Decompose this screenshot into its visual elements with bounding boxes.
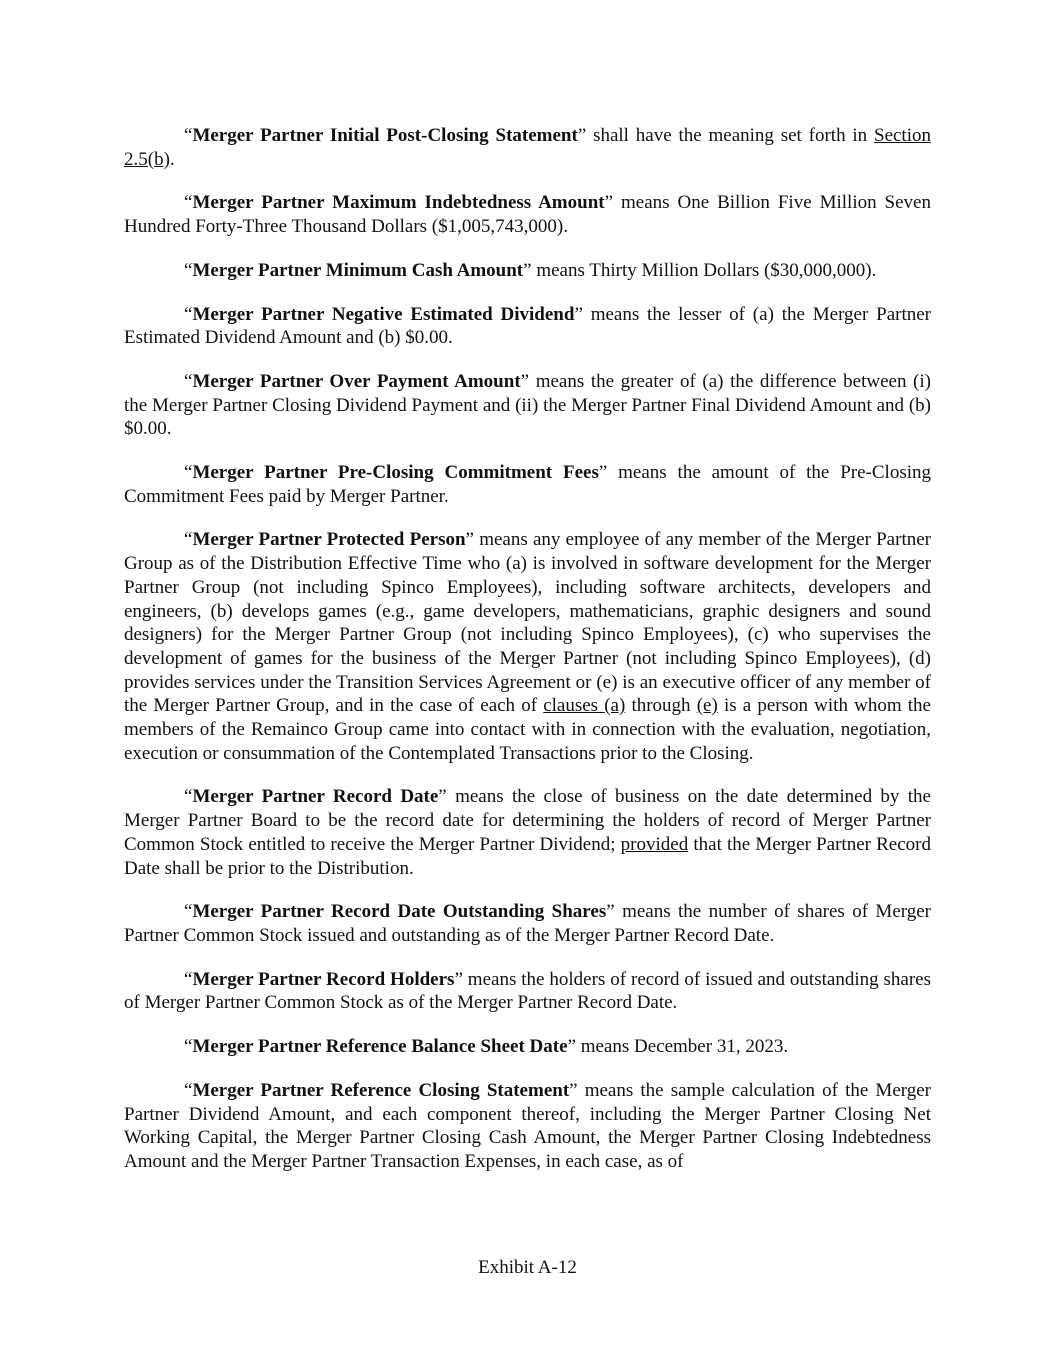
definition-text: means One Billion Five Million Seven Hundred Forty-Three Thousand Dollars ($1,005,743,000). [124, 192, 931, 238]
cross-reference: provided [620, 833, 689, 855]
cross-reference: Section 2.5(b) [124, 125, 931, 170]
close-quote: ” [454, 968, 463, 990]
page-footer: Exhibit A-12 [478, 1257, 577, 1278]
definition-protected-person [124, 528, 931, 765]
definitions-list [124, 124, 931, 1174]
open-quote: “ [184, 370, 193, 392]
defined-term: Merger Partner Over Payment Amount [192, 370, 521, 392]
defined-term: Merger Partner Reference Balance Sheet Date [192, 1036, 568, 1058]
definition-initial-post-closing-statement [124, 124, 931, 171]
defined-term: Merger Partner Minimum Cash Amount [192, 259, 524, 281]
definition-text: means any employee of any member of the Merger Partner Group as of the Distribution Effective Time who (a) is involved in software development for the Merger Partner Group (not including Spinco Employees), including software architects, developers and engineers, (b) develops games (e.g., game developers, mathematicians, graphic designers and sound designers) for the Merger Partner Group (not including Spinco Employees), (c) who supervises the development of games for the business of the Merger Partner (not including Spinco Employees), (d) provides services under the Transition Services Agreement or (e) is an executive officer of any member of the Merger Partner Group, and in the case of each of [124, 529, 931, 717]
definition-text: . [169, 148, 175, 170]
open-quote: “ [184, 901, 193, 923]
definition-text: means the holders of record of issued and outstanding shares of Merger Partner Common Stock as of the Merger Partner Record Date. [124, 968, 931, 1014]
open-quote: “ [184, 1079, 193, 1101]
definition-text: through [625, 695, 697, 717]
definition-text: means the greater of (a) the difference between (i) the Merger Partner Closing Dividend Payment and (ii) the Merger Partner Final Dividend Amount and (b) $0.00. [124, 370, 931, 440]
defined-term: Merger Partner Record Holders [192, 968, 455, 990]
open-quote: “ [184, 968, 193, 990]
defined-term: Merger Partner Record Date Outstanding Shares [192, 901, 607, 923]
defined-term: Merger Partner Protected Person [192, 529, 466, 551]
open-quote: “ [184, 529, 193, 551]
definition-maximum-indebtedness-amount [124, 191, 931, 238]
definition-text: means December 31, 2023. [575, 1036, 789, 1058]
open-quote: “ [184, 192, 193, 214]
definition-text: that the Merger Partner Record Date shall be prior to the Distribution. [124, 833, 931, 879]
defined-term: Merger Partner Reference Closing Statement [192, 1079, 570, 1101]
definition-text: is a person with whom the members of the Remainco Group came into contact with in connection with the evaluation, negotiation, execution or consummation of the Contemplated Transactions prior to the Closing. [124, 695, 931, 764]
definition-record-date [124, 785, 931, 880]
close-quote: ” [465, 529, 474, 551]
close-quote: ” [567, 1036, 576, 1058]
defined-term: Merger Partner Initial Post-Closing Statement [192, 125, 578, 146]
definition-text: means the amount of the Pre-Closing Commitment Fees paid by Merger Partner. [124, 462, 932, 507]
close-quote: ” [520, 370, 530, 392]
close-quote: ” [574, 303, 583, 325]
definition-text: shall have the meaning set forth in [586, 125, 874, 146]
close-quote: ” [604, 192, 614, 214]
definition-reference-closing-statement [124, 1079, 931, 1174]
defined-term: Merger Partner Negative Estimated Dividend [192, 303, 575, 325]
cross-reference: clauses (a) [543, 695, 626, 717]
definition-record-holders [124, 968, 931, 1015]
definition-negative-estimated-dividend [124, 303, 931, 350]
cross-reference: (e) [696, 695, 718, 717]
definition-record-date-outstanding-shares [124, 900, 931, 947]
definition-text: means the lesser of (a) the Merger Partner Estimated Dividend Amount and (b) $0.00. [124, 303, 932, 349]
close-quote: ” [577, 125, 587, 146]
close-quote: ” [569, 1079, 578, 1101]
defined-term: Merger Partner Record Date [192, 786, 439, 808]
document-page [124, 124, 931, 1194]
close-quote: ” [598, 462, 608, 484]
close-quote: ” [606, 901, 615, 923]
open-quote: “ [184, 125, 193, 146]
definition-over-payment-amount [124, 370, 931, 441]
open-quote: “ [184, 462, 193, 484]
definition-minimum-cash-amount [124, 259, 931, 283]
definition-text: means the sample calculation of the Merger Partner Dividend Amount, and each component thereof, including the Merger Partner Closing Net Working Capital, the Merger Partner Closing Cash Amount, the Merger Partner Closing Indebtedness Amount and the Merger Partner Transaction Expenses, in each case, as of [124, 1079, 931, 1172]
definition-reference-balance-sheet-date [124, 1035, 931, 1059]
close-quote: ” [523, 259, 532, 281]
open-quote: “ [184, 259, 193, 281]
definition-text: means Thirty Million Dollars ($30,000,000). [531, 259, 877, 281]
close-quote: ” [438, 786, 447, 808]
open-quote: “ [184, 786, 193, 808]
open-quote: “ [184, 1036, 193, 1058]
definition-text: means the close of business on the date determined by the Merger Partner Board to be the record date for determining the holders of record of Merger Partner Common Stock entitled to receive the Merger Partner Dividend; [124, 786, 931, 855]
open-quote: “ [184, 303, 193, 325]
definition-text: means the number of shares of Merger Partner Common Stock issued and outstanding as of the Merger Partner Record Date. [124, 901, 931, 946]
defined-term: Merger Partner Maximum Indebtedness Amount [192, 192, 605, 214]
definition-pre-closing-commitment-fees [124, 461, 931, 508]
defined-term: Merger Partner Pre-Closing Commitment Fees [192, 462, 599, 484]
